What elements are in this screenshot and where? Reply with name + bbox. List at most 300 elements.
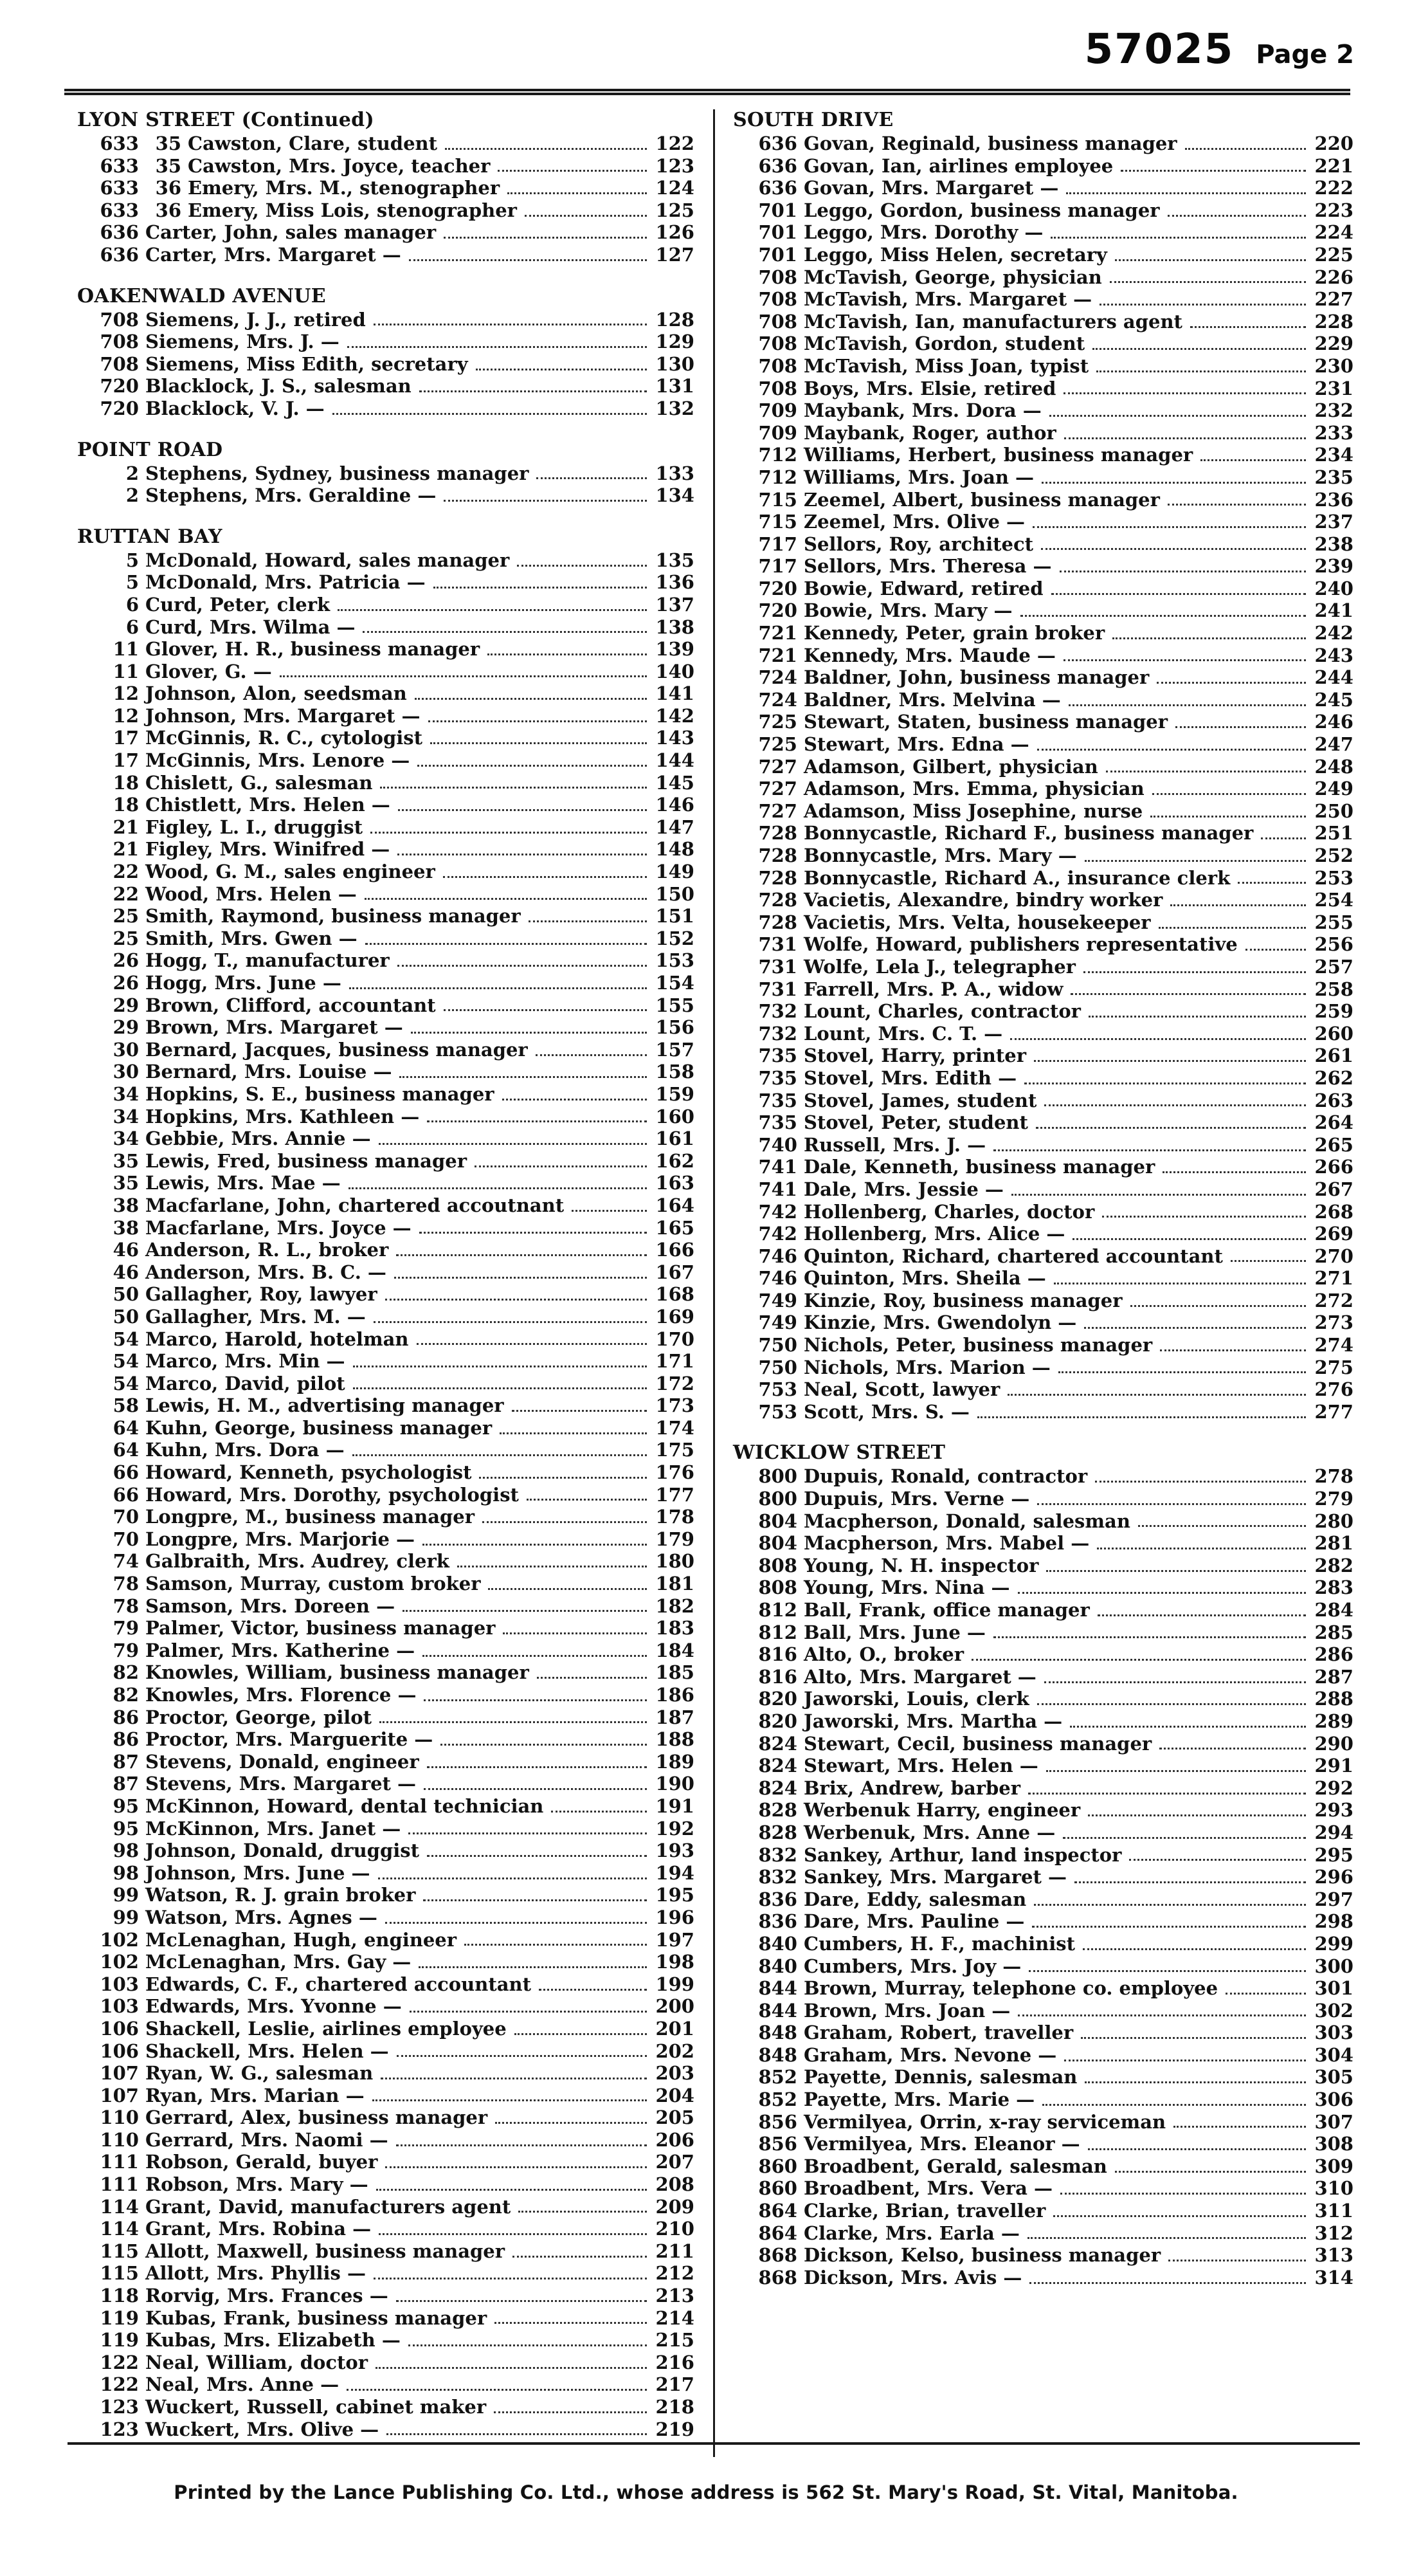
entry-number: 281 bbox=[1314, 1532, 1353, 1555]
directory-entry bbox=[77, 1951, 694, 1973]
resident-name: Stephens, Sydney, business manager bbox=[145, 462, 529, 484]
resident-name-cell bbox=[804, 1844, 1121, 1867]
house-number: 38 bbox=[113, 1194, 139, 1216]
resident-name-cell bbox=[804, 1555, 1038, 1577]
resident-name-cell bbox=[145, 1640, 415, 1662]
resident-name: McTavish, Gordon, student bbox=[804, 333, 1085, 355]
resident-name-cell bbox=[145, 155, 490, 178]
resident-name: Wood, Mrs. Helen — bbox=[145, 882, 357, 905]
resident-name-cell bbox=[145, 661, 272, 683]
resident-name-cell bbox=[804, 511, 1025, 533]
entry-number: 184 bbox=[655, 1639, 694, 1661]
directory-entry bbox=[733, 756, 1353, 778]
directory-entry bbox=[77, 309, 694, 331]
house-number: 102 bbox=[100, 1928, 139, 1951]
resident-name: Johnson, Mrs. Margaret — bbox=[145, 704, 421, 727]
directory-entry bbox=[733, 1090, 1353, 1112]
house-number: 6 bbox=[125, 593, 139, 616]
dot-leader bbox=[1071, 993, 1306, 995]
resident-name: Smith, Raymond, business manager bbox=[145, 905, 521, 927]
entry-number: 271 bbox=[1314, 1267, 1353, 1290]
house-number: 717 bbox=[758, 533, 797, 555]
resident-name: Neal, Mrs. Anne — bbox=[145, 2373, 339, 2396]
resident-name-cell bbox=[804, 1134, 986, 1156]
dot-leader bbox=[537, 1677, 647, 1679]
house-number: 832 bbox=[758, 1866, 797, 1888]
dot-leader bbox=[502, 1099, 647, 1101]
directory-entry bbox=[77, 816, 694, 839]
dot-leader bbox=[1168, 2260, 1306, 2261]
resident-name-cell bbox=[145, 2196, 511, 2218]
resident-name-cell bbox=[145, 1239, 388, 1261]
entry-number: 154 bbox=[655, 972, 694, 994]
dot-leader bbox=[1064, 2060, 1306, 2061]
entry-number: 179 bbox=[655, 1528, 694, 1550]
resident-name-cell bbox=[145, 132, 437, 155]
resident-name: Cumbers, Mrs. Joy — bbox=[804, 1955, 1022, 1977]
dot-leader bbox=[385, 1922, 647, 1924]
dot-leader bbox=[423, 1899, 647, 1901]
resident-name: Young, Mrs. Nina — bbox=[804, 1576, 1010, 1599]
entry-number: 280 bbox=[1314, 1510, 1353, 1532]
resident-name-cell bbox=[145, 1039, 528, 1061]
entry-number: 310 bbox=[1314, 2177, 1353, 2200]
entry-number: 170 bbox=[655, 1328, 694, 1350]
entry-number: 210 bbox=[655, 2218, 694, 2240]
house-number: 66 bbox=[113, 1483, 139, 1506]
entry-number: 276 bbox=[1314, 1378, 1353, 1401]
resident-name: Ryan, Mrs. Marian — bbox=[145, 2084, 365, 2106]
dot-leader bbox=[1092, 348, 1306, 350]
resident-name: Glover, G. — bbox=[145, 660, 272, 682]
dot-leader bbox=[1032, 1926, 1306, 1928]
entry-number: 288 bbox=[1314, 1688, 1353, 1710]
resident-name: Knowles, William, business manager bbox=[145, 1661, 529, 1684]
house-number: 633 bbox=[100, 199, 139, 221]
entry-number: 252 bbox=[1314, 845, 1353, 866]
resident-name: Blacklock, V. J. — bbox=[145, 397, 325, 419]
dot-leader bbox=[507, 192, 647, 194]
dot-leader bbox=[374, 2278, 647, 2279]
resident-name-cell bbox=[804, 1378, 1000, 1401]
house-number: 70 bbox=[113, 1528, 139, 1550]
house-number: 753 bbox=[758, 1400, 797, 1423]
house-number: 18 bbox=[113, 794, 139, 816]
dot-leader bbox=[500, 1432, 647, 1434]
directory-entry bbox=[733, 1733, 1353, 1755]
house-number: 87 bbox=[113, 1750, 139, 1773]
directory-entry bbox=[733, 733, 1353, 756]
dot-leader bbox=[1112, 637, 1306, 639]
resident-name-cell bbox=[145, 1506, 475, 1528]
entry-number: 307 bbox=[1314, 2110, 1353, 2133]
entry-number: 139 bbox=[655, 638, 694, 661]
directory-entry bbox=[733, 177, 1353, 199]
dot-leader bbox=[1095, 1481, 1306, 1483]
dot-leader bbox=[410, 2011, 647, 2013]
house-number: 709 bbox=[758, 421, 797, 444]
resident-name-cell bbox=[804, 1267, 1046, 1290]
dot-leader bbox=[280, 675, 647, 677]
directory-entry bbox=[77, 2396, 694, 2418]
dot-leader bbox=[525, 215, 647, 217]
directory-entry bbox=[77, 1128, 694, 1150]
dot-leader bbox=[1029, 2282, 1306, 2284]
resident-name: Clarke, Brian, traveller bbox=[804, 2200, 1046, 2222]
directory-entry bbox=[733, 1465, 1353, 1488]
entry-number: 313 bbox=[1314, 2244, 1353, 2267]
directory-entry bbox=[733, 778, 1353, 800]
house-number: 708 bbox=[758, 288, 797, 311]
dot-leader bbox=[1115, 2171, 1306, 2173]
resident-name-cell bbox=[804, 1465, 1087, 1488]
resident-name: Stovel, Harry, printer bbox=[804, 1045, 1026, 1067]
dot-leader bbox=[1231, 1260, 1306, 1262]
resident-name: Curd, Mrs. Wilma — bbox=[145, 616, 356, 638]
resident-name: Lewis, Mrs. Mae — bbox=[145, 1172, 341, 1194]
resident-name-cell bbox=[145, 816, 363, 839]
resident-name-cell bbox=[804, 132, 1177, 155]
resident-name-cell bbox=[804, 1067, 1017, 1090]
dot-leader bbox=[397, 965, 647, 967]
dot-leader bbox=[1129, 1859, 1306, 1861]
resident-name-cell bbox=[804, 444, 1193, 466]
entry-number: 211 bbox=[655, 2240, 694, 2262]
house-number: 58 bbox=[113, 1394, 139, 1417]
resident-name-cell bbox=[804, 2267, 1022, 2289]
dot-leader bbox=[433, 587, 647, 589]
dot-leader bbox=[1173, 2126, 1306, 2128]
dot-leader bbox=[349, 987, 647, 989]
resident-name-cell bbox=[145, 2307, 487, 2330]
directory-entry bbox=[733, 2267, 1353, 2289]
house-number: 79 bbox=[113, 1639, 139, 1661]
house-number: 2 bbox=[125, 462, 139, 484]
entry-number: 228 bbox=[1314, 310, 1353, 333]
resident-name-cell bbox=[804, 778, 1145, 800]
resident-name: McTavish, Ian, manufacturers agent bbox=[804, 310, 1182, 333]
resident-name: Leggo, Mrs. Dorothy — bbox=[804, 221, 1044, 244]
dot-leader bbox=[1073, 1238, 1306, 1240]
entry-number: 234 bbox=[1314, 444, 1353, 466]
house-number: 816 bbox=[758, 1665, 797, 1688]
house-number: 750 bbox=[758, 1356, 797, 1378]
dot-leader bbox=[1097, 1548, 1306, 1549]
resident-name-cell bbox=[145, 2062, 373, 2085]
resident-name-cell bbox=[804, 2022, 1073, 2044]
entry-number: 227 bbox=[1314, 288, 1353, 311]
dot-leader bbox=[1084, 1327, 1306, 1329]
entry-number: 202 bbox=[655, 2040, 694, 2062]
resident-name-cell bbox=[804, 1023, 1002, 1045]
directory-entry bbox=[733, 511, 1353, 533]
resident-name-cell bbox=[804, 2111, 1166, 2133]
dot-leader bbox=[1054, 1283, 1306, 1284]
directory-entry bbox=[733, 1777, 1353, 1800]
dot-leader bbox=[1157, 682, 1306, 684]
directory-entry bbox=[733, 132, 1353, 155]
resident-name: Gerrard, Mrs. Naomi — bbox=[145, 2128, 388, 2151]
directory-entry bbox=[77, 1394, 694, 1417]
house-number: 735 bbox=[758, 1089, 797, 1111]
resident-name-cell bbox=[804, 1178, 1004, 1201]
resident-name: Farrell, Mrs. P. A., widow bbox=[804, 978, 1064, 1000]
directory-entry bbox=[77, 972, 694, 994]
directory-entry bbox=[733, 2088, 1353, 2111]
resident-name-cell bbox=[804, 466, 1034, 489]
resident-name: Shackell, Mrs. Helen — bbox=[145, 2040, 389, 2062]
house-number: 824 bbox=[758, 1732, 797, 1755]
dot-leader bbox=[1018, 1592, 1306, 1594]
directory-entry bbox=[77, 727, 694, 749]
resident-name-cell bbox=[804, 221, 1043, 244]
dot-leader bbox=[1190, 326, 1306, 328]
resident-name-cell bbox=[145, 549, 509, 572]
entry-number: 279 bbox=[1314, 1488, 1353, 1510]
resident-name: Quinton, Mrs. Sheila — bbox=[804, 1267, 1046, 1290]
dot-leader bbox=[1063, 1837, 1306, 1839]
entry-number: 205 bbox=[655, 2106, 694, 2129]
house-number: 50 bbox=[113, 1305, 139, 1328]
resident-name: Sellors, Mrs. Theresa — bbox=[804, 555, 1052, 578]
dot-leader bbox=[419, 390, 647, 392]
resident-name: Anderson, R. L., broker bbox=[145, 1239, 389, 1261]
directory-entry bbox=[733, 2066, 1353, 2088]
house-number: 29 bbox=[113, 994, 139, 1016]
dot-leader bbox=[385, 2166, 647, 2168]
directory-entry bbox=[733, 933, 1353, 956]
directory-entry bbox=[733, 266, 1353, 289]
resident-name: Vermilyea, Orrin, x-ray serviceman bbox=[804, 2110, 1166, 2133]
directory-entry bbox=[733, 1067, 1353, 1090]
directory-entry bbox=[77, 749, 694, 772]
house-number: 98 bbox=[113, 1861, 139, 1884]
resident-name: Dickson, Mrs. Avis — bbox=[804, 2266, 1022, 2288]
street-heading: RUTTAN BAY bbox=[77, 525, 222, 548]
directory-entry bbox=[77, 244, 694, 266]
resident-name-cell bbox=[145, 2218, 371, 2240]
resident-name-cell bbox=[804, 2244, 1161, 2267]
house-number: 78 bbox=[113, 1573, 139, 1595]
entry-number: 299 bbox=[1314, 1932, 1353, 1955]
resident-name-cell bbox=[804, 1955, 1021, 1978]
resident-name-cell bbox=[145, 972, 341, 994]
resident-name-cell bbox=[804, 956, 1076, 978]
directory-entry bbox=[733, 889, 1353, 911]
resident-name: Bernard, Mrs. Louise — bbox=[145, 1061, 392, 1083]
resident-name-cell bbox=[145, 638, 480, 661]
entry-number: 298 bbox=[1314, 1910, 1353, 1933]
directory-entry bbox=[733, 2000, 1353, 2022]
resident-name: Stovel, Mrs. Edith — bbox=[804, 1066, 1017, 1089]
resident-name-cell bbox=[804, 2222, 1020, 2245]
directory-entry bbox=[77, 2129, 694, 2151]
entry-number: 142 bbox=[655, 704, 694, 727]
resident-name: Adamson, Mrs. Emma, physician bbox=[804, 778, 1145, 800]
dot-leader bbox=[1034, 1060, 1306, 1062]
entry-number: 260 bbox=[1314, 1022, 1353, 1045]
house-number: 741 bbox=[758, 1156, 797, 1178]
house-number: 34 bbox=[113, 1105, 139, 1128]
entry-number: 255 bbox=[1314, 911, 1353, 933]
house-number: 800 bbox=[758, 1465, 797, 1488]
entry-number: 214 bbox=[655, 2307, 694, 2329]
dot-leader bbox=[440, 1744, 647, 1746]
resident-name: Hogg, Mrs. June — bbox=[145, 972, 341, 994]
entry-number: 128 bbox=[655, 308, 694, 331]
dot-leader bbox=[379, 1721, 647, 1723]
dot-leader bbox=[1083, 1948, 1306, 1950]
entry-number: 213 bbox=[655, 2285, 694, 2307]
entry-number: 301 bbox=[1314, 1977, 1353, 2000]
dot-leader bbox=[1088, 2148, 1306, 2150]
house-number: 21 bbox=[113, 838, 139, 861]
resident-name: Galbraith, Mrs. Audrey, clerk bbox=[145, 1550, 449, 1573]
directory-entry bbox=[733, 1000, 1353, 1023]
resident-name-cell bbox=[145, 1728, 433, 1751]
resident-name-cell bbox=[145, 2396, 486, 2418]
directory-entry bbox=[733, 1910, 1353, 1933]
directory-entry bbox=[733, 378, 1353, 400]
dot-leader bbox=[338, 609, 647, 611]
entry-number: 223 bbox=[1314, 199, 1353, 221]
directory-entry bbox=[77, 1350, 694, 1373]
directory-entry bbox=[77, 2218, 694, 2240]
resident-name-cell bbox=[804, 1599, 1090, 1621]
entry-number: 169 bbox=[655, 1305, 694, 1328]
resident-name: McTavish, Mrs. Margaret — bbox=[804, 288, 1092, 311]
resident-name-cell bbox=[804, 199, 1160, 222]
entry-number: 147 bbox=[655, 816, 694, 838]
resident-name-cell bbox=[804, 1090, 1036, 1112]
directory-entry bbox=[733, 1710, 1353, 1733]
house-number: 712 bbox=[758, 444, 797, 466]
house-number: 30 bbox=[113, 1061, 139, 1083]
dot-leader bbox=[370, 832, 647, 834]
entry-number: 159 bbox=[655, 1082, 694, 1105]
resident-name: Bonnycastle, Richard A., insurance clerk bbox=[804, 866, 1231, 889]
directory-entry bbox=[77, 883, 694, 906]
house-number: 708 bbox=[100, 352, 139, 375]
resident-name-cell bbox=[145, 1283, 377, 1306]
directory-entry bbox=[733, 2222, 1353, 2245]
dot-leader bbox=[1115, 259, 1306, 261]
directory-entry bbox=[77, 661, 694, 683]
resident-name-cell bbox=[804, 555, 1052, 578]
entry-number: 283 bbox=[1314, 1576, 1353, 1599]
dot-leader bbox=[397, 2055, 647, 2057]
house-number: 848 bbox=[758, 2043, 797, 2066]
resident-name-cell bbox=[804, 333, 1085, 355]
house-number: 26 bbox=[113, 972, 139, 994]
house-number: 701 bbox=[758, 199, 797, 221]
dot-leader bbox=[1037, 1503, 1306, 1505]
dot-leader bbox=[445, 148, 647, 150]
directory-entry bbox=[733, 533, 1353, 556]
resident-name-cell bbox=[145, 1150, 467, 1173]
dot-leader bbox=[479, 1477, 647, 1479]
house-number: 864 bbox=[758, 2222, 797, 2244]
dot-leader bbox=[1121, 170, 1306, 172]
entry-number: 178 bbox=[655, 1506, 694, 1528]
resident-name: Stewart, Mrs. Edna — bbox=[804, 733, 1029, 756]
entry-number: 257 bbox=[1314, 955, 1353, 978]
entry-number: 229 bbox=[1314, 333, 1353, 355]
house-number: 732 bbox=[758, 1022, 797, 1045]
directory-entry bbox=[77, 2151, 694, 2173]
house-number: 103 bbox=[100, 1995, 139, 2018]
entry-number: 237 bbox=[1314, 511, 1353, 533]
entry-number: 236 bbox=[1314, 488, 1353, 511]
dot-leader bbox=[352, 1454, 647, 1456]
resident-name-cell bbox=[145, 1394, 504, 1417]
resident-name: Bonnycastle, Richard F., business manager bbox=[804, 822, 1254, 845]
resident-name-cell bbox=[804, 867, 1230, 890]
entry-number: 311 bbox=[1314, 2200, 1353, 2222]
directory-entry bbox=[733, 1799, 1353, 1822]
dot-leader bbox=[380, 787, 647, 789]
dot-leader bbox=[1053, 2215, 1306, 2217]
entry-number: 150 bbox=[655, 882, 694, 905]
dot-leader bbox=[419, 1232, 647, 1234]
dot-leader bbox=[475, 1165, 647, 1167]
dot-leader bbox=[399, 1076, 647, 1078]
dot-leader bbox=[1060, 2193, 1306, 2195]
entry-number: 125 bbox=[655, 199, 694, 221]
dot-leader bbox=[1042, 482, 1306, 484]
dot-leader bbox=[1037, 749, 1306, 751]
resident-name-cell bbox=[145, 375, 412, 397]
house-number: 54 bbox=[113, 1372, 139, 1394]
house-number: 87 bbox=[113, 1773, 139, 1795]
house-number: 119 bbox=[100, 2307, 139, 2329]
house-number: 111 bbox=[100, 2151, 139, 2173]
directory-entry bbox=[733, 155, 1353, 178]
resident-name-cell bbox=[145, 927, 358, 950]
house-number: 98 bbox=[113, 1840, 139, 1862]
house-number: 728 bbox=[758, 911, 797, 933]
resident-name: Anderson, Mrs. B. C. — bbox=[145, 1261, 386, 1283]
resident-name: Brown, Mrs. Margaret — bbox=[145, 1016, 403, 1039]
directory-entry bbox=[77, 838, 694, 861]
entry-number: 158 bbox=[655, 1061, 694, 1083]
resident-name: Grant, Mrs. Robina — bbox=[145, 2218, 372, 2240]
directory-entry bbox=[733, 689, 1353, 711]
resident-name: Alto, Mrs. Margaret — bbox=[804, 1665, 1036, 1688]
resident-name-cell bbox=[145, 2352, 368, 2374]
resident-name: Govan, Ian, airlines employee bbox=[804, 154, 1114, 177]
resident-name-cell bbox=[804, 845, 1077, 867]
resident-name: Macpherson, Mrs. Mabel — bbox=[804, 1532, 1090, 1555]
house-number: 74 bbox=[113, 1550, 139, 1573]
resident-name: Watson, R. J. grain broker bbox=[145, 1884, 416, 1906]
resident-name: Zeemel, Albert, business manager bbox=[804, 488, 1160, 511]
directory-entry bbox=[733, 578, 1353, 600]
directory-entry bbox=[77, 2329, 694, 2352]
directory-entry bbox=[77, 221, 694, 244]
resident-name-cell bbox=[804, 1223, 1065, 1245]
house-number: 17 bbox=[113, 727, 139, 749]
resident-name-cell bbox=[804, 288, 1092, 311]
resident-name: Brown, Murray, telephone co. employee bbox=[804, 1977, 1218, 2000]
dot-leader bbox=[1037, 1703, 1306, 1705]
resident-name-cell bbox=[145, 1840, 419, 1862]
house-number: 840 bbox=[758, 1932, 797, 1955]
dot-leader bbox=[378, 1877, 647, 1879]
resident-name-cell bbox=[145, 1083, 494, 1106]
house-number: 868 bbox=[758, 2244, 797, 2267]
dot-leader bbox=[381, 2078, 647, 2079]
